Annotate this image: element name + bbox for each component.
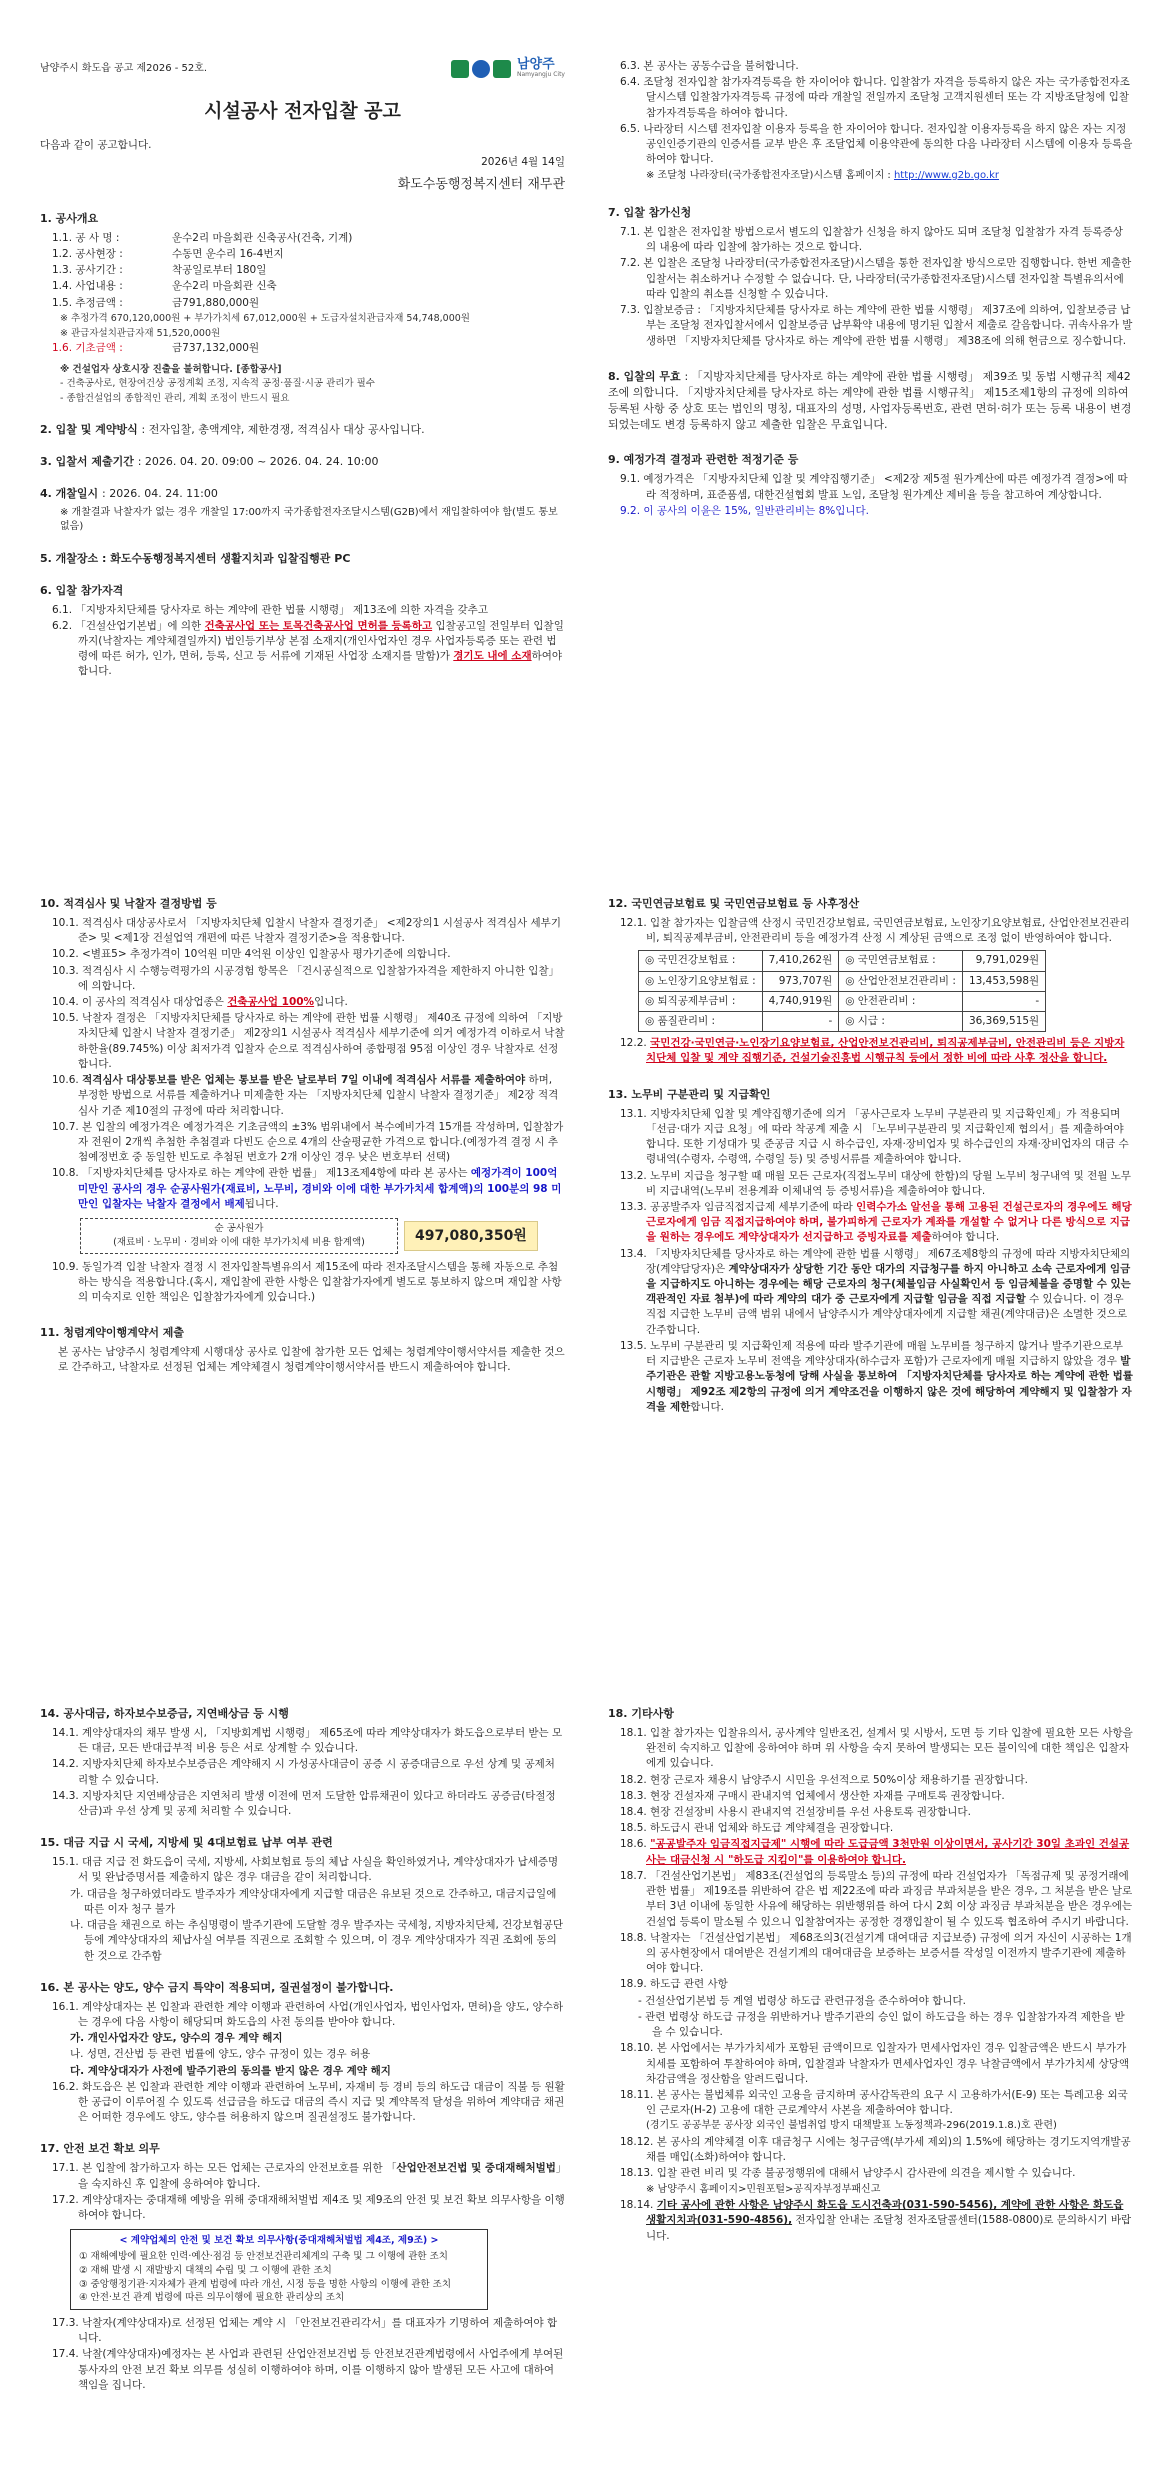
insurance-item-amount: -: [962, 991, 1045, 1011]
net-cost-box: [80, 1218, 565, 1254]
overview-value: 금791,880,000원: [172, 296, 260, 309]
overview-row: [52, 231, 565, 246]
insurance-item-label: ◎ 퇴직공제부금비 :: [639, 991, 763, 1011]
s9-title: 9. 예정가격 결정과 관련한 적정기준 등: [608, 453, 799, 467]
notice-number: 남양주시 화도읍 공고 제2026 - 52호.: [40, 62, 208, 74]
page-2: [608, 58, 1133, 520]
overview-row: [52, 263, 565, 278]
s12-1: 12.1. 입찰 참가자는 입찰금액 산정시 국민건강보험료, 국민연금보험료, 노인장기요양보험료, 산업안전보건관리비, 퇴직공제부금비, 안전관리비 등을 예정가격 산정 시 계상된 금액으로 조정 없이 반영하여야 합니다.: [620, 916, 1130, 945]
s13-2: 13.2. 노무비 지급을 청구할 때 매월 모든 근로자(직접노무비 대상에 한함)의 당월 노무비 청구내역 및 전월 노무비 지급내역(노무비 전용계좌 이체내역 등 증빙서류)을 제출하여야 합니다.: [620, 1169, 1131, 1197]
insurance-item-label: ◎ 시급 :: [839, 1012, 963, 1032]
s18-1: 18.1. 입찰 참가자는 입찰유의서, 공사계약 일반조건, 설계서 및 시방서, 도면 등 기타 입찰에 필요한 모든 사항을 완전히 숙지하고 입찰에 응하여야 하며 위 사항을 숙지 못하여 발생되는 모든 불이익에 대한 책임은 입찰자에게 있습니다.: [620, 1726, 1133, 1770]
overview-value: 착공일로부터 180일: [172, 264, 267, 277]
s10-1: 10.1. 적격심사 대상공사로서 「지방자치단체 입찰시 낙찰자 결정기준」 <제2장의1 시설공사 적격심사 세부기준> 및 <제1장 건설업역 개편에 따른 낙찰자 결정기준>을 적용합니다.: [52, 916, 561, 945]
s17-4: 17.4. 낙찰(계약상대자)예정자는 본 사업과 관련된 산업안전보건법 등 안전보건관계법령에서 사업주에게 부여된 통사자의 안전 보건 확보 의무를 성실히 이행하여야 하며, 이를 이행하지 않아 발생된 모든 사고에 대하여 책임을 집니다.: [52, 2348, 564, 2391]
s8: 8. 입찰의 무효 : 「지방자치단체를 당사자로 하는 계약에 관한 법률 시행령」 제39조 및 동법 시행규칙 제42조에 의합니다. 「지방자치단체를 당사자로 하는 계약에 관한 법률 시행규칙」 제15조제1항의 규정에 의하여 등록된 사항 중 상호 또는 법인의 명칭, 대표자의 성명, 사업자등록번호, 관련 면허·허가 또는 등록 내용이 변경되었는데도 변경 등록하지 않고 제출한 입찰은 무효입니다.: [608, 369, 1132, 431]
s14-1: 14.1. 계약상대자의 채무 발생 시, 「지방회계법 시행령」 제65조에 따라 계약상대자가 화도읍으로부터 받는 모든 대금, 모든 반대급부적 비용 등은 서로 상계할 수 있습니다.: [52, 1726, 563, 1755]
s9-2: 9.2. 이 공사의 이윤은 15%, 일반관리비는 8%입니다.: [620, 504, 870, 517]
table-row: [639, 951, 1046, 971]
s11-title: 11. 청렴계약이행계약서 제출: [40, 1326, 185, 1340]
s15-1-b: 나. 대금을 채권으로 하는 추심명령이 발주기관에 도달할 경우 발주자는 국세청, 지방자치단체, 건강보험공단 등에 계약상대자의 체납사실 여부를 직권으로 조회할 수 있으며, 이 경우 계약상대자가 직권 조회에 동의한 것으로 간주함: [70, 1919, 564, 1962]
s14-title: 14. 공사대금, 하자보수보증금, 지연배상금 등 시행: [40, 1707, 289, 1720]
s13-5: 13.5. 노무비 구분관리 및 지급확인제 적용에 따라 발주기관에 매월 노무비를 청구하지 않거나 발주기관으로부터 지급받은 근로자 노무비 전액을 계약상대자(하수급자 포함)가 근로자에게 매월 지급하지 않았을 경우 발주기관은 관할 지방고용노동청에 당해 사실을 통보하여 「지방자치단체를 당사자로 하는 계약에 관한 법률 시행령」 제92조 제2항의 규정에 의거 계약조건을 이행하지 않은 것에 해당하여 계약해지 및 입찰참가 자격을 제한합니다.: [620, 1339, 1133, 1413]
s18-6: 18.6. "공공발주자 임금직접지급제" 시행에 따라 도급금액 3천만원 이상이면서, 공사기간 30일 초과인 건설공사는 대금신청 시 "하도급 지킴이"를 이용하여야 합니다.: [620, 1838, 1130, 1866]
s18-13-note: ※ 남양주시 홈페이지>민원포털>공직자부정부패신고: [646, 2183, 881, 2195]
s4-note: ※ 개찰결과 낙찰자가 없는 경우 개찰일 17:00까지 국가종합전자조달시스템(G2B)에서 재입찰하여야 함(별도 통보 없음): [60, 506, 558, 533]
issuer: 화도수동행정복지센터 재무관: [397, 176, 565, 192]
insurance-item-label: ◎ 품질관리비 :: [639, 1012, 763, 1032]
base-price-value: 금737,132,000원: [172, 342, 260, 355]
s15-1-a: 가. 대금을 청구하였더라도 발주자가 계약상대자에게 지급할 대금은 유보된 것으로 간주하고, 대금지급일에 따른 이자 청구 불가: [70, 1887, 557, 1915]
s17-2: 17.2. 계약상대자는 중대재해 예방을 위해 중대재해처벌법 제4조 및 제9조의 안전 및 보건 확보 의무사항을 이행하여야 합니다.: [52, 2193, 565, 2221]
insurance-item-label: ◎ 국민연금보험료 :: [839, 951, 963, 971]
s10-8: 10.8. 「지방자치단체를 당사자로 하는 계약에 관한 법률」 제13조제4항에 따라 본 공사는 예정가격이 100억 미만인 공사의 경우 순공사원가(재료비, 노무비, 경비와 이에 대한 부가가치세 합계액)의 100분의 98 미만인 입찰자는 낙찰자 결정에서 배제됩니다.: [52, 1167, 562, 1210]
overview-label: 1.4. 사업내용 :: [52, 280, 123, 293]
insurance-item-amount: 4,740,919원: [762, 991, 839, 1011]
s12-2: 12.2. 국민건강·국민연금·노인장기요양보험료, 산업안전보건관리비, 퇴직공제부금비, 안전관리비 등은 지방자치단체 입찰 및 계약 집행기준, 건설기술진흥법 시행규칙 등에서 정한 비에 따라 사후 정산을 합니다.: [620, 1037, 1125, 1065]
insurance-item-label: ◎ 산업안전보건관리비 :: [839, 971, 963, 991]
s11-text: 본 공사는 남양주시 청렴계약제 시행대상 공사로 입찰에 참가한 모든 업체는 청렴계약이행서약서를 제출한 것으로 간주하고, 낙찰자로 선정된 업체는 계약체결시 청렴계약이행서약서를 반드시 제출하여야 합니다.: [58, 1346, 565, 1374]
s18-12: 18.12. 본 공사의 계약체결 이후 대금청구 시에는 청구금액(부가세 제외)의 1.5%에 해당하는 경기도지역개발공채를 매입(소화)하여야 합니다.: [620, 2135, 1131, 2164]
insurance-item-label: ◎ 국민건강보험료 :: [639, 951, 763, 971]
notice-date: 2026년 4월 14일: [481, 155, 565, 168]
s10-5: 10.5. 낙찰자 결정은 「지방자치단체를 당사자로 하는 계약에 관한 법률 시행령」 제40조 규정에 의하여 「지방자치단체 입찰시 낙찰자 결정기준」 제2장의1 시설공사 적격심사 세부기준에 의거 예정가격 이하로서 낙찰하한율(89.745%) 이상 최저가격 입찰자 순으로 적격심사하여 종합평점 95점 이상인 경우 낙찰자로 선정합니다.: [52, 1012, 565, 1070]
s10-7: 10.7. 본 입찰의 예정가격은 예정가격은 기초금액의 ±3% 범위내에서 복수예비가격 15개를 작성하며, 입찰참가자 전원이 2개씩 추첨한 추첨결과 다빈도 순으로 4개의 산술평균한 가격으로 합니다.(예정가격 결정 시 추첨예정번호 중 동일한 빈도로 추첨된 번호가 2개 이상인 경우 낮은 번호부터 선택): [52, 1120, 564, 1164]
s18-9-2: - 관련 법령상 하도급 규정을 위반하거나 발주기관의 승인 없이 하도급을 하는 경우 입찰참가자격 제한을 받을 수 있습니다.: [638, 2010, 1125, 2039]
s10-3: 10.3. 적격심사 시 수행능력평가의 시공경험 항목은 「건시공실적으로 입찰참가자격을 제한하지 아니한 입찰」에 의합니다.: [52, 964, 560, 992]
s10-title: 10. 적격심사 및 낙찰자 결정방법 등: [40, 897, 217, 910]
overview-label: 1.3. 공사기간 :: [52, 264, 123, 277]
s16-1-b: 나. 성면, 건산법 등 관련 법률에 양도, 양수 규정이 있는 경우 허용: [70, 2048, 371, 2061]
s12-title: 12. 국민연금보험료 및 국민연금보험료 등 사후정산: [608, 897, 860, 910]
s9-1: 9.1. 예정가격은 「지방자치단체 입찰 및 계약집행기준」 <제2장 제5절 원가계산에 따른 예정가격 결정>에 따라 적정하며, 표준품셈, 대한건설협회 발표 노임, 조달청 원가계산 제비율 등을 참고하여 계상합니다.: [620, 473, 1128, 501]
logo-text: 남양주: [517, 57, 555, 73]
safety-duty-box: [70, 2229, 488, 2310]
s17-1: 17.1. 본 입찰에 참가하고자 하는 모든 업체는 근로자의 안전보호를 위한 「산업안전보건법 및 중대재해처벌법」을 숙지하신 후 입찰에 응하여야 합니다.: [52, 2162, 562, 2190]
net-cost-label: 순 공사원가 (재료비 · 노무비 · 경비와 이에 대한 부가가치세 비용 합계액): [80, 1218, 398, 1254]
overview-label: 1.5. 추정금액 :: [52, 296, 123, 309]
s16-2: 16.2. 화도읍은 본 입찰과 관련한 계약 이행과 관련하여 노무비, 자재비 등 경비 등의 하도급 대금이 직불 등 원활한 공급이 이루어질 수 있도록 선급금을 하도급 대금의 즉시 지급 및 계약목적 달성을 위하여 계약대금 채권은 어떠한 경우에도 양도, 양수를 허용하지 않으며 질권설정도 불가합니다.: [52, 2080, 565, 2124]
s16-title: 16. 본 공사는 양도, 양수 금지 특약이 적용되며, 질권설정이 불가합니다.: [40, 1980, 394, 1994]
page-6: [608, 1690, 1133, 2245]
s1-title: 1. 공사개요: [40, 211, 99, 225]
s13-4: 13.4. 「지방자치단체를 당사자로 하는 계약에 관한 법률 시행령」 제67조제8항의 규정에 따라 지방자치단체의 장(계약담당자)은 계약상대자가 상당한 기간 동안 대가의 지급청구를 하지 아니하고 소속 근로자에게 임금을 지급하지도 아니하는 경우에는 해당 근로자의 청구(체불임금 사실확인서 등 임금체불을 증명할 수 있는 객관적인 자료 첨부)에 따라 계약의 대가 중 근로자에게 지급할 임금을 직접 지급할 수 있습니다. 이 경우 직접 지급한 노무비 금액 범위 내에서 남양주시가 계약상대자에게 지급할 채권(계약대금)은 소멸한 것으로 간주합니다.: [620, 1247, 1131, 1336]
s13-title: 13. 노무비 구분관리 및 지급확인: [608, 1087, 771, 1101]
s6-1: 6.1. 「지방자치단체를 당사자로 하는 계약에 관한 법률 시행령」 제13조에 의한 자격을 갖추고: [52, 603, 488, 616]
s14-2: 14.2. 지방자치단체 하자보수보증금은 계약해지 시 가성공사대금이 공증 시 공증대금으로 우선 상계 및 공제처리할 수 있습니다.: [52, 1758, 555, 1786]
safety-duty-item: ③ 중앙행정기관·지자체가 관계 법령에 따라 개선, 시정 등을 명한 사항의 이행에 관한 조치: [79, 2278, 451, 2290]
s6-4: 6.4. 조달청 전자입찰 참가자격등록을 한 자이어야 합니다. 입찰참가 자격을 등록하지 않은 자는 국가종합전자조달시스템 입찰참가자격등록 규정에 따라 개찰일 전일까지 조달청 고객지원센터 또는 각 지방조달청에 입찰참가자격등록을 하여야 합니다.: [620, 76, 1130, 119]
safety-box-title: < 계약업체의 안전 및 보건 확보 의무사항(중대재해처벌법 제4조, 제9조) >: [119, 2235, 439, 2247]
s14-3: 14.3. 지방자치단 지연배상금은 지연처리 발생 이전에 먼저 도달한 압류채권이 있다고 하더라도 공증금(타절정산금)과 우선 상계 및 공제 처리할 수 있습니다.: [52, 1789, 556, 1818]
s7-2: 7.2. 본 입찰은 조달청 나라장터(국가종합전자조달)시스템을 통한 전자입찰 방식으로만 집행합니다. 한번 제출한 입찰서는 취소하거나 수정할 수 없습니다. 단, 나라장터(국가종합전자조달)시스템 전자입찰 특별유의서에 따라 입찰의 취소를 신청할 수 있습니다.: [620, 257, 1132, 300]
page-4: [608, 880, 1133, 1416]
s18-8: 18.8. 낙찰자는 「건설산업기본법」 제68조의3(건설기계 대여대금 지급보증) 규정에 의거 자신이 시공하는 1개의 공사현장에서 대여받은 건설기계의 대여대금을 보증하는 보증서를 작성일 이전까지 발주기관에 제출하여야 합니다.: [620, 1931, 1132, 1975]
s1-note1: ※ 추정가격 670,120,000원 + 부가가치세 67,012,000원 + 도급자설치관급자재 54,748,000원: [60, 312, 470, 324]
s2: 2. 입찰 및 계약방식 : 전자입찰, 총액계약, 제한경쟁, 적격심사 대상 공사입니다.: [40, 422, 425, 436]
table-row: [639, 991, 1046, 1011]
logo-subtext: Namyangju City: [517, 71, 565, 79]
base-price-label: 1.6. 기초금액 :: [52, 342, 123, 355]
s13-1: 13.1. 지방자치단체 입찰 및 계약집행기준에 의거 「공사근로자 노무비 구분관리 및 지급확인제」가 적용되며 「선금·대가 지급 요청」에 따라 착공계 제출 시 「노무비구분관리 및 지급확인제 협의서」를 제출하여야 합니다. 또한 기성대가 및 준공금 지급 시 하수급인, 자재·장비업자 및 하수급인의 자재·장비업자의 대금 수령내역(수령자, 수령액, 수령일 등) 및 증빙서류를 제출하여야 합니다.: [620, 1107, 1129, 1166]
s17-title: 17. 안전 보건 확보 의무: [40, 2142, 160, 2156]
s13-3: 13.3. 공공발주자 임금직접지급제 세부기준에 따라 인력수가소 알선을 통해 고용된 건설근로자의 경우에도 해당 근로자에게 임금 직접지급하여야 하며, 불가피하게 근로자가 계좌를 개설할 수 없거나 다른 방식으로 지급을 원하는 경우에도 계약상대자가 선지급하고 증빙자료를 제출하여야 합니다.: [620, 1200, 1132, 1244]
overview-label: 1.1. 공 사 명 :: [52, 231, 120, 244]
intro-text: 다음과 같이 공고합니다.: [40, 138, 152, 151]
insurance-item-amount: 13,453,598원: [962, 971, 1045, 991]
insurance-item-label: ◎ 안전관리비 :: [839, 991, 963, 1011]
s3: 3. 입찰서 제출기간 : 2026. 04. 20. 09:00 ~ 2026. 04. 24. 10:00: [40, 454, 379, 468]
insurance-item-amount: 36,369,515원: [962, 1012, 1045, 1032]
s16-1-a: 가. 개인사업자간 양도, 양수의 경우 계약 해지: [70, 2032, 283, 2045]
namyangju-logo: [451, 58, 565, 80]
safety-duty-item: ④ 안전·보건 관계 법령에 따른 의무이행에 필요한 관리상의 조치: [79, 2292, 345, 2304]
page-1: [40, 58, 565, 681]
insurance-item-amount: -: [762, 1012, 839, 1032]
s18-13: 18.13. 입찰 관련 비리 및 각종 불공정행위에 대해서 남양주시 감사관에 의견을 제시할 수 있습니다.: [620, 2167, 1076, 2180]
s10-4: 10.4. 이 공사의 적격심사 대상업종은 건축공사업 100%입니다.: [52, 996, 348, 1009]
s1-note4: - 건축공사로, 현장여건상 공정계획 조정, 지속적 공정·품질·시공 관리가 필수: [60, 378, 375, 390]
s18-11: 18.11. 본 공사는 불법체류 외국인 고용을 금지하며 공사감독관의 요구 시 고용하가서(E-9) 또는 특례고용 외국인 근로자(H-2) 고용에 대한 근로계약서 사본을 제출하여야 합니다.: [620, 2088, 1128, 2117]
s10-9: 10.9. 동일가격 입찰 낙찰자 결정 시 전자입찰특별유의서 제15조에 따라 전자조달시스템을 통해 자동으로 추첨하는 방식을 적용합니다.(혹시, 재입찰에 관한 사항은 입찰참가자에게 별도로 통보하지 않으며 재입찰 사항의 미숙지로 인한 책임은 입찰참가자에게 있습니다.): [52, 1260, 562, 1304]
s18-4: 18.4. 현장 건설장비 사용시 관내지역 건설장비를 우선 사용토록 권장합니다.: [620, 1806, 971, 1819]
s16-1: 16.1. 계약상대자는 본 입찰과 관련한 계약 이행과 관련하여 사업(개인사업자, 법인사업자, 면허)을 양도, 양수하는 경우에 다음 사항이 해당되며 화도읍의 사전 동의를 받아야 합니다.: [52, 2000, 563, 2028]
s5: 5. 개찰장소 : 화도수동행정복지센터 생활지치과 입찰집행관 PC: [40, 551, 351, 565]
s18-11-ref: (경기도 공공부문 공사장 외국인 불법취업 방지 대책발표 노동정책과-296(2019.1.8.)호 관련): [646, 2120, 1057, 2132]
overview-value: 수동면 운수리 16-4번지: [172, 247, 284, 260]
s18-10: 18.10. 본 사업에서는 부가가치세가 포함된 금액이므로 입찰자가 면세사업자인 경우 입찰금액은 반드시 부가가치세를 포함하여 투찰하여야 하며, 입찰결과 낙찰자가 면세사업자인 경우 낙찰금액에서 부가가치세 상당액 차감금액을 정산함을 알려드립니다.: [620, 2042, 1130, 2085]
table-row: [639, 1012, 1046, 1032]
city-logo-icon: [451, 58, 513, 80]
s4: 4. 개찰일시 : 2026. 04. 24. 11:00: [40, 486, 218, 500]
overview-value: 운수2리 마을회관 신축: [172, 280, 277, 293]
s1-note3: ※ 건설업자 상호시장 진출을 불허합니다. [종합공사]: [60, 363, 282, 375]
s10-2: 10.2. <별표5> 추정가격이 10억원 미만 4억원 이상인 입찰공사 평가기준에 의합니다.: [52, 948, 451, 961]
s18-9-1: - 건설산업기본법 등 계열 법령상 하도급 관련규정을 준수하여야 합니다.: [638, 1994, 966, 2007]
s18-title: 18. 기타사항: [608, 1707, 674, 1720]
s1-note2: ※ 관급자설치관급자재 51,520,000원: [60, 327, 221, 339]
page-title: 시설공사 전자입찰 공고: [204, 100, 401, 122]
overview-label: 1.2. 공사현장 :: [52, 247, 123, 260]
base-price-row: [52, 341, 565, 356]
safety-duty-item: ② 재해 발생 시 재발방지 대책의 수립 및 그 이행에 관한 조치: [79, 2264, 332, 2276]
s1-note5: - 종합건설업의 종합적인 관리, 계획 조정이 반드시 필요: [60, 393, 290, 405]
insurance-item-amount: 7,410,262원: [762, 951, 839, 971]
s6-title: 6. 입찰 참가자격: [40, 583, 124, 597]
page-5: [40, 1690, 565, 2394]
s7-title: 7. 입찰 참가신청: [608, 206, 692, 220]
s10-6: 10.6. 적격심사 대상통보를 받은 업체는 통보를 받은 날로부터 7일 이내에 적격심사 서류를 제출하여야 하며, 부정한 방법으로 서류를 제출하거나 미제출한 자는 「지방자치단체 입찰시 낙찰자 결정기준」 제2장 적격심사 기준 제10절의 규정에 따라 처리합니다.: [52, 1074, 559, 1117]
overview-row: [52, 279, 565, 294]
s18-3: 18.3. 현장 건설자재 구매시 관내지역 업체에서 생산한 자재를 구매토록 권장합니다.: [620, 1789, 1005, 1802]
s18-9: 18.9. 하도급 관련 사항: [620, 1978, 728, 1991]
s16-1-c: 다. 계약상대자가 사전에 발주기관의 동의를 받지 않은 경우 계약 해지: [70, 2064, 391, 2077]
g2b-link[interactable]: http://www.g2b.go.kr: [893, 169, 1000, 181]
s15-title: 15. 대금 지급 시 국세, 지방세 및 4대보험료 납부 여부 관련: [40, 1836, 333, 1850]
s6-5: 6.5. 나라장터 시스템 전자입찰 이용자 등록을 한 자이어야 합니다. 전자입찰 이용자등록을 하지 않은 자는 지정 공인인증기관의 인증서를 교부 받은 후 조달업체 이용약관에 동의한 다음 나라장터 시스템에 이용자 등록을 하여야 합니다.: [620, 122, 1133, 166]
insurance-item-amount: 9,791,029원: [962, 951, 1045, 971]
s7-3: 7.3. 입찰보증금 : 「지방자치단체를 당사자로 하는 계약에 관한 법률 시행령」 제37조에 의하여, 입찰보증금 납부는 조달청 전자입찰서에서 입찰보증금 납부확약 내용에 명기된 입찰서 제출로 갈음합니다. 귀속사유가 발생하면 「지방자치단체를 당사자로 하는 계약에 관한 법률 시행령」 제38조에 의해 현금으로 징수합니다.: [620, 304, 1133, 347]
overview-row: [52, 296, 565, 311]
overview-value: 운수2리 마을회관 신축공사(건축, 기계): [172, 231, 353, 244]
s6-3: 6.3. 본 공사는 공동수급을 불허합니다.: [620, 60, 799, 72]
insurance-item-amount: 973,707원: [762, 971, 839, 991]
s18-2: 18.2. 현장 근로자 채용시 남양주시 시민을 우선적으로 50%이상 채용하기를 권장합니다.: [620, 1773, 1029, 1786]
safety-duty-item: ① 재해예방에 필요한 인력·예산·점검 등 안전보건관리체계의 구축 및 그 이행에 관한 조치: [79, 2250, 448, 2262]
s17-3: 17.3. 낙찰자(계약상대자)로 선정된 업체는 계약 시 「안전보건관리각서」를 대표자가 기명하여 제출하여야 합니다.: [52, 2317, 558, 2345]
s18-5: 18.5. 하도급시 관내 업체와 하도급 계약체결을 권장합니다.: [620, 1822, 894, 1835]
overview-row: [52, 247, 565, 262]
table-row: [639, 971, 1046, 991]
s15-1: 15.1. 대금 지급 전 화도읍이 국세, 지방세, 사회보험료 등의 체납 사실을 확인하였거나, 계약상대자가 납세증명서 및 완납증명서를 제출하지 않은 경우 대금을 같이 처리합니다.: [52, 1856, 559, 1884]
overview-list: [40, 231, 565, 311]
g2b-note: ※ 조달청 나라장터(국가종합전자조달)시스템 홈페이지 : http://www.g2b.go.kr: [646, 169, 1000, 181]
s18-7: 18.7. 「건설산업기본법」 제83조(건설업의 등록말소 등)의 규정에 따라 건설업자가 「독점규제 및 공정거래에 관한 법률」 제19조를 위반하여 같은 법 제22조에 따라 과징금 부과처분을 받은 경우, 그 처분을 받은 날로부터 3년 이내에 동일한 사유에 해당하는 위반행위를 하여 다시 2회 이상 과징금 부과처분을 받은 경우에는 건설업 등록이 말소될 수 있으니 입찰참여자는 공정한 경쟁입찰이 될 수 있도록 협조하여 주시기 바랍니다.: [620, 1869, 1133, 1928]
insurance-item-label: ◎ 노인장기요양보험료 :: [639, 971, 763, 991]
insurance-table: [638, 950, 1046, 1032]
s6-2: 6.2. 「건설산업기본법」에 의한 건축공사업 또는 토목건축공사업 면허를 등록하고 입찰공고일 전일부터 입찰일까지(낙찰자는 계약체결일까지) 법인등기부상 본점 소재지(개인사업자인 경우 사업자등록증 또는 관련 법령에 따른 허가, 인가, 면허, 등록, 신고 등 서류에 기재된 사업장 소재지를 말함)가 경기도 내에 소재하여야 합니다.: [52, 619, 564, 678]
s7-1: 7.1. 본 입찰은 전자입찰 방법으로서 별도의 입찰참가 신청을 하지 않아도 되며 조달청 입찰참가 자격 등록증상의 내용에 따라 입찰에 참가하는 것으로 합니다.: [620, 225, 1123, 254]
page-3: [40, 880, 565, 1376]
s18-14: 18.14. 기타 공사에 관한 사항은 남양주시 화도읍 도시건축과(031-590-5456), 계약에 관한 사항은 화도읍 생활지치과(031-590-4856), 전자입찰 안내는 조달청 전자조달콜센터(1588-0800)로 문의하시기 바랍니다.: [620, 2199, 1132, 2242]
net-cost-value: 497,080,350원: [404, 1221, 538, 1251]
